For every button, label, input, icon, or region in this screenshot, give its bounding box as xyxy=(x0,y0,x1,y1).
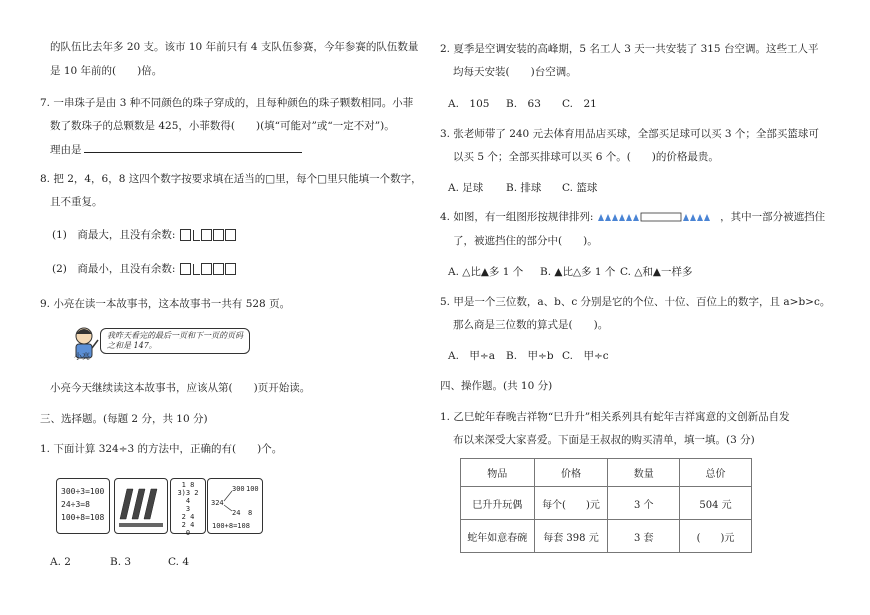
digit-box[interactable] xyxy=(201,229,212,241)
base-ten-blocks-icon xyxy=(115,479,167,533)
table-header-cell: 价格 xyxy=(534,459,608,487)
table-cell: 3 套 xyxy=(608,520,680,553)
card3-line: 3 xyxy=(185,505,191,513)
q8-part2-label: (2) 商最小，且没有余数: xyxy=(52,263,176,275)
q6-text-line1: 的队伍比去年多 20 支。该市 10 年前只有 4 支队伍参赛，今年参赛的队伍数量 xyxy=(50,41,419,53)
table-row xyxy=(461,487,752,520)
q2-text-line2: 均每天安装( )台空调。 xyxy=(453,66,577,78)
card1-line: 24÷3=8 xyxy=(61,500,90,509)
division-bracket xyxy=(193,264,200,275)
q8-part2 xyxy=(52,262,236,276)
card4-number: 8 xyxy=(248,509,253,517)
digit-box[interactable] xyxy=(213,229,224,241)
q9-character-name: 小亮 xyxy=(74,352,90,361)
table-header-cell: 数量 xyxy=(608,459,680,487)
s3q1-option-b[interactable]: B. 3 xyxy=(110,556,132,568)
division-bracket xyxy=(193,230,200,241)
card3-line: 3)3 2 4 xyxy=(177,489,199,505)
q2-option-c[interactable]: C. 21 xyxy=(562,98,597,110)
card3-line: 2 4 xyxy=(181,513,195,521)
table-cell: 巳升升玩偶 xyxy=(461,487,535,520)
q2-option-a[interactable]: A. 105 xyxy=(448,98,490,110)
q9-bubble-line1: 我昨天看完的最后一页和下一页的页码 xyxy=(107,331,243,340)
card4-number: 24 xyxy=(232,509,241,517)
q5-option-c[interactable]: C. 甲÷c xyxy=(562,350,609,362)
q9-text-line2: 小亮今天继续读这本故事书，应该从第( )页开始读。 xyxy=(50,382,311,394)
q7-reason-blank[interactable] xyxy=(84,142,302,153)
q4-option-b[interactable]: B. ▲比△多 1 个 xyxy=(540,266,616,278)
card3-line: 0 xyxy=(185,529,191,537)
q8-text-line1: 8. 把 2，4，6，8 这四个数字按要求填在适当的□里，每个□里只能填一个数字， xyxy=(40,173,422,185)
q8-text-line2: 且不重复。 xyxy=(50,196,103,208)
q3-option-c[interactable]: C. 篮球 xyxy=(562,182,598,194)
q7-text-line2: 数了数珠子的总颗数是 425，小菲数得( )(填“可能对”或“一定不对”)。 xyxy=(50,120,395,132)
method-card-1 xyxy=(56,478,110,534)
q8-part1-label: (1) 商最大，且没有余数: xyxy=(52,229,176,241)
q4-text-line1 xyxy=(440,210,825,224)
q9-text-line1: 9. 小亮在读一本故事书，这本故事书一共有 528 页。 xyxy=(40,298,291,310)
q7-reason xyxy=(50,142,302,157)
card4-number: 100 xyxy=(246,485,259,493)
table-cell[interactable]: ( )元 xyxy=(680,520,752,553)
q4-option-c[interactable]: C. △和▲一样多 xyxy=(620,266,693,278)
table-header-cell: 总价 xyxy=(680,459,752,487)
card3-line: 1 8 xyxy=(181,481,195,489)
s3q1-option-c[interactable]: C. 4 xyxy=(168,556,190,568)
card3-line: 2 4 xyxy=(181,521,195,529)
q3-option-a[interactable]: A. 足球 xyxy=(448,182,484,194)
q5-text-line2: 那么商是三位数的算式是( )。 xyxy=(453,319,609,331)
q7-reason-label: 理由是 xyxy=(50,144,82,156)
q9-bubble-line2: 之和是 147。 xyxy=(107,341,157,350)
q3-text-line1: 3. 张老师带了 240 元去体育用品店买球，全部买足球可以买 3 个；全部买篮球可 xyxy=(440,128,819,140)
purchase-table xyxy=(460,458,752,553)
s3q1-option-a[interactable]: A. 2 xyxy=(50,556,71,568)
digit-box[interactable] xyxy=(213,263,224,275)
digit-box[interactable] xyxy=(201,263,212,275)
table-header-row xyxy=(461,459,752,487)
digit-box[interactable] xyxy=(225,263,236,275)
card1-line: 100+8=108 xyxy=(61,513,105,522)
triangle-pattern-icon xyxy=(597,212,717,222)
s4q1-text-line2: 布以来深受大家喜爱。下面是王叔叔的购买清单，填一填。(3 分) xyxy=(453,434,755,446)
card4-number: 300 xyxy=(232,485,245,493)
method-card-2 xyxy=(114,478,168,534)
section4-heading: 四、操作题。(共 10 分) xyxy=(440,380,553,392)
card1-line: 300÷3=100 xyxy=(61,487,105,496)
card4-number: 324 xyxy=(211,499,224,507)
split-lines-icon xyxy=(208,479,262,533)
table-cell: 504 元 xyxy=(680,487,752,520)
q4-text-start: 4. 如图，有一组图形按规律排列: xyxy=(440,211,594,223)
q4-text-end: ，其中一部分被遮挡住 xyxy=(720,211,826,223)
q2-text-line1: 2. 夏季是空调安装的高峰期，5 名工人 3 天一共安装了 315 台空调。这些工人平 xyxy=(440,43,819,55)
q8-part1 xyxy=(52,228,236,242)
digit-box[interactable] xyxy=(180,263,191,275)
table-cell: 3 个 xyxy=(608,487,680,520)
table-header-cell: 物品 xyxy=(461,459,535,487)
table-cell: 每套 398 元 xyxy=(534,520,608,553)
q4-text-line2: 了，被遮挡住的部分中( )。 xyxy=(453,235,598,247)
q7-text-line1: 7. 一串珠子是由 3 种不同颜色的珠子穿成的，且每种颜色的珠子颗数相同。小菲 xyxy=(40,97,414,109)
method-card-4 xyxy=(207,478,263,534)
q4-option-a[interactable]: A. △比▲多 1 个 xyxy=(448,266,524,278)
s3q1-text: 1. 下面计算 324÷3 的方法中，正确的有( )个。 xyxy=(40,443,283,455)
digit-box[interactable] xyxy=(225,229,236,241)
s4q1-text-line1: 1. 乙巳蛇年春晚吉祥物“巳升升”相关系列具有蛇年吉祥寓意的文创新品自发 xyxy=(440,411,790,423)
q2-option-b[interactable]: B. 63 xyxy=(506,98,541,110)
table-cell[interactable]: 每个( )元 xyxy=(534,487,608,520)
q5-option-a[interactable]: A. 甲÷a xyxy=(448,350,495,362)
q5-option-b[interactable]: B. 甲÷b xyxy=(506,350,554,362)
method-card-3 xyxy=(170,478,206,537)
table-row xyxy=(461,520,752,553)
q3-text-line2: 以买 5 个；全部买排球可以买 6 个。( )的价格最贵。 xyxy=(453,151,719,163)
table-cell: 蛇年如意春碗 xyxy=(461,520,535,553)
q9-speech-bubble xyxy=(100,328,250,354)
card4-number: 100+8=108 xyxy=(212,522,250,530)
q5-text-line1: 5. 甲是一个三位数，a、b、c 分别是它的个位、十位、百位上的数字，且 a>b>c。 xyxy=(440,296,831,308)
q6-text-line2: 是 10 年前的( )倍。 xyxy=(50,65,163,77)
section3-heading: 三、选择题。(每题 2 分，共 10 分) xyxy=(40,413,208,425)
q3-option-b[interactable]: B. 排球 xyxy=(506,182,542,194)
digit-box[interactable] xyxy=(180,229,191,241)
